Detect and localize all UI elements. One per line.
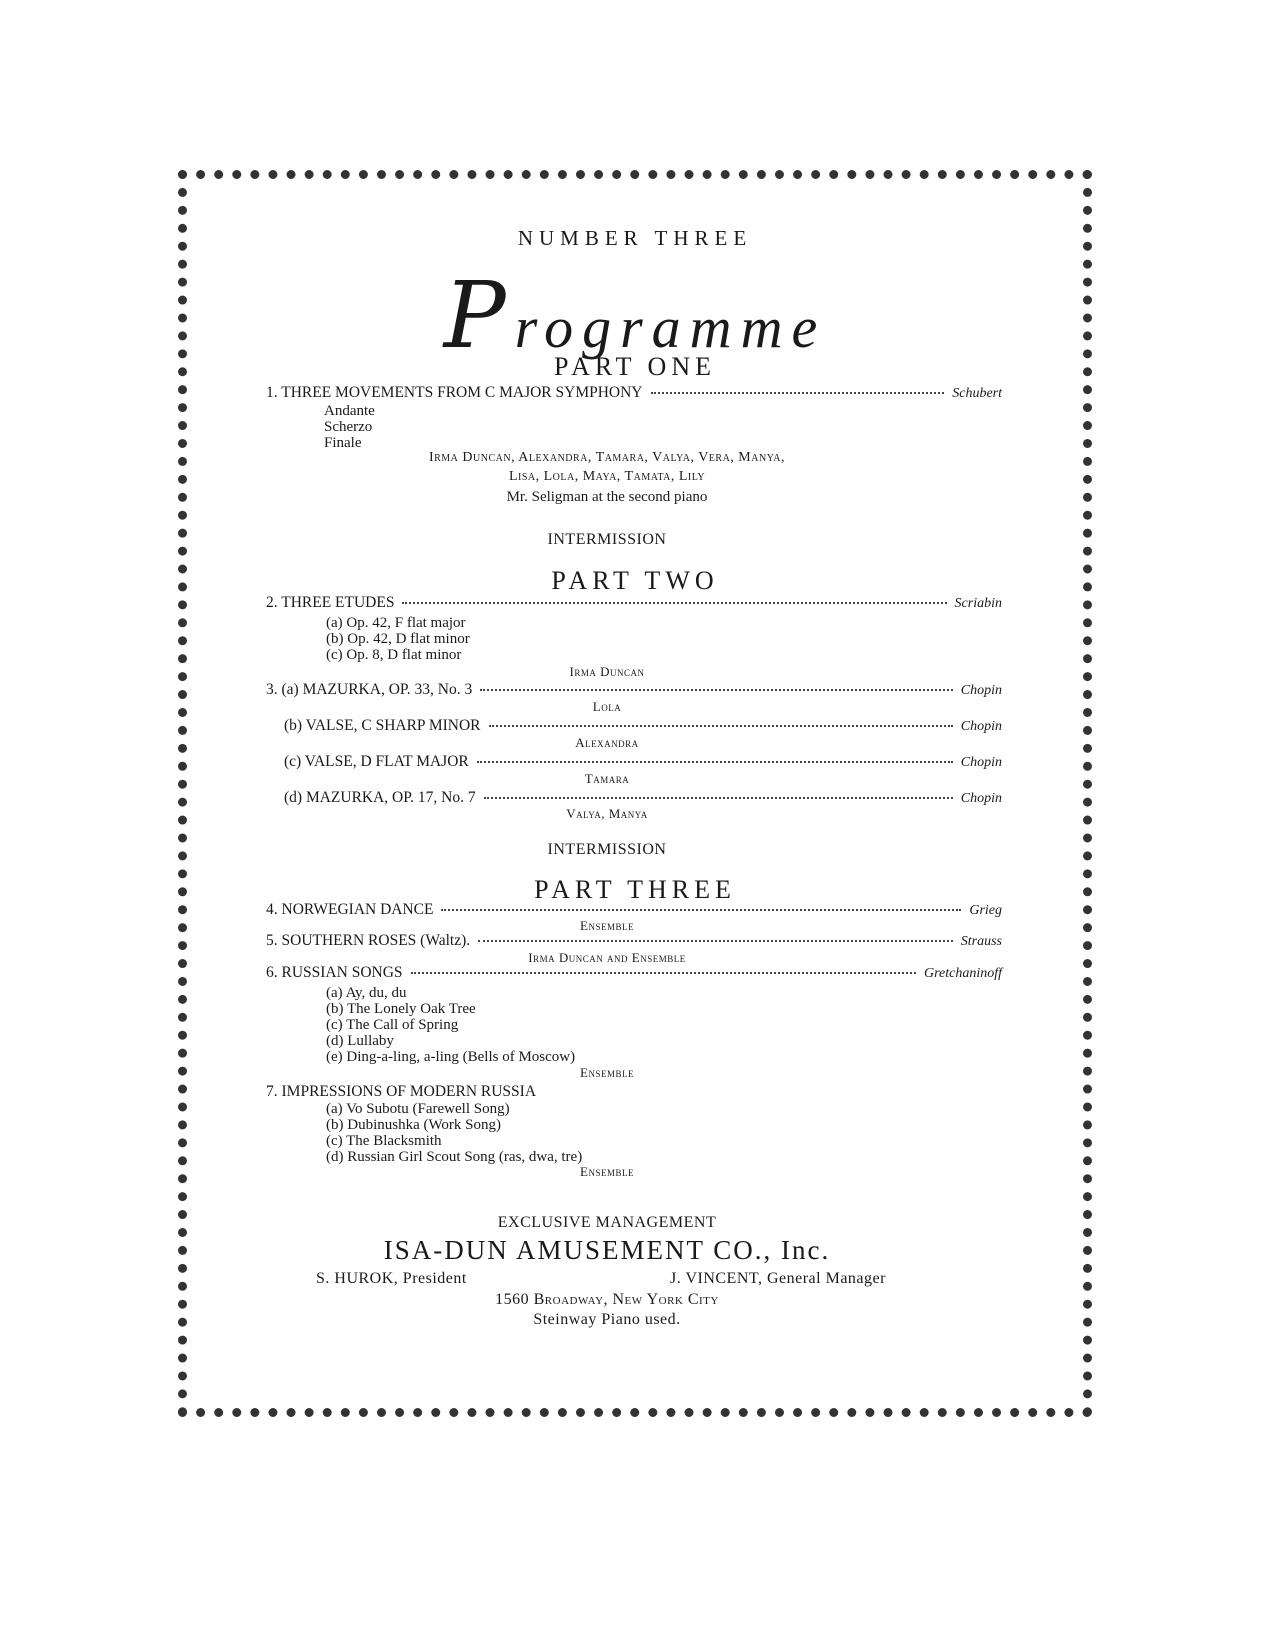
part-one-heading: PART ONE: [554, 352, 716, 381]
performer: Alexandra: [575, 735, 639, 750]
song: (c) The Call of Spring: [326, 1017, 459, 1033]
address: 1560 Broadway, New York City: [495, 1291, 719, 1308]
performer: Irma Duncan and Ensemble: [528, 950, 686, 965]
programme-item-3c: [284, 753, 1002, 771]
intermission: INTERMISSION: [547, 531, 667, 548]
programme-item-5: [266, 932, 1002, 950]
leader-dots: [484, 797, 953, 799]
movement: Scherzo: [324, 419, 373, 435]
performer: Ensemble: [580, 918, 634, 933]
performers: Irma Duncan, Alexandra, Tamara, Valya, Vera, Manya,: [428, 450, 786, 465]
song: (b) Dubinushka (Work Song): [326, 1117, 502, 1133]
item-label: 7. IMPRESSIONS OF MODERN RUSSIA: [266, 1083, 537, 1100]
title-initial: P: [443, 262, 515, 369]
song: (a) Vo Subotu (Farewell Song): [326, 1101, 510, 1117]
programme-item-1: [266, 384, 1002, 402]
part-two-heading: PART TWO: [551, 566, 719, 595]
song: (d) Lullaby: [326, 1033, 394, 1049]
piece: (c) Op. 8, D flat minor: [326, 647, 462, 663]
item-label: (b) VALSE, C SHARP MINOR: [284, 717, 481, 734]
programme-item-3d: [284, 789, 1002, 807]
composer: Grieg: [969, 903, 1002, 918]
piece: (a) Op. 42, F flat major: [326, 615, 466, 631]
leader-dots: [480, 689, 953, 691]
leader-dots: [411, 972, 916, 974]
composer: Chopin: [960, 791, 1002, 806]
song: (b) The Lonely Oak Tree: [326, 1001, 476, 1017]
item-label: 4. NORWEGIAN DANCE: [266, 901, 434, 918]
piece: (b) Op. 42, D flat minor: [326, 631, 470, 647]
programme-item-2: [266, 594, 1002, 612]
leader-dots: [651, 392, 945, 394]
programme-item-7: [266, 1083, 1002, 1101]
leader-dots: [489, 725, 953, 727]
issue-number: NUMBER THREE: [517, 226, 753, 250]
management-heading: EXCLUSIVE MANAGEMENT: [497, 1214, 717, 1231]
part-three-heading: PART THREE: [534, 875, 736, 904]
composer: Scriabin: [954, 596, 1002, 611]
item-label: 1. THREE MOVEMENTS FROM C MAJOR SYMPHONY: [266, 384, 643, 401]
song: (a) Ay, du, du: [326, 985, 407, 1001]
performers: Lisa, Lola, Maya, Tamata, Lily: [508, 469, 706, 484]
leader-dots: [441, 909, 961, 911]
item-label: (c) VALSE, D FLAT MAJOR: [284, 753, 469, 770]
title-rest: rogramme: [514, 295, 827, 360]
song: (c) The Blacksmith: [326, 1133, 442, 1149]
movement: Finale: [324, 435, 362, 451]
general-manager: J. VINCENT, General Manager: [670, 1270, 886, 1287]
item-label: 6. RUSSIAN SONGS: [266, 964, 403, 981]
movement: Andante: [324, 403, 375, 419]
leader-dots: [477, 761, 953, 763]
programme-item-3a: [266, 681, 1002, 699]
item-label: 3. (a) MAZURKA, OP. 33, No. 3: [266, 681, 473, 698]
programme-item-6: [266, 964, 1002, 982]
item-label: 2. THREE ETUDES: [266, 594, 395, 611]
composer: Schubert: [952, 386, 1002, 401]
item-label: (d) MAZURKA, OP. 17, No. 7: [284, 789, 476, 806]
performer: Tamara: [584, 771, 630, 786]
song: (d) Russian Girl Scout Song (ras, dwa, tre): [326, 1149, 583, 1165]
performer: Irma Duncan: [569, 664, 645, 679]
composer: Chopin: [960, 755, 1002, 770]
leader-dots: [478, 940, 953, 942]
programme-item-4: [266, 901, 1002, 919]
composer: Chopin: [960, 719, 1002, 734]
composer: Gretchaninoff: [923, 966, 1002, 981]
composer: Chopin: [960, 683, 1002, 698]
composer: Strauss: [960, 934, 1002, 949]
piano-note: Steinway Piano used.: [533, 1311, 681, 1328]
performer-note: Mr. Seligman at the second piano: [506, 489, 708, 505]
song: (e) Ding-a-ling, a-ling (Bells of Moscow): [326, 1049, 576, 1065]
performer: Ensemble: [580, 1065, 634, 1080]
performer: Lola: [592, 699, 622, 714]
performer: Ensemble: [580, 1164, 634, 1179]
performer: Valya, Manya: [566, 806, 648, 821]
intermission: INTERMISSION: [547, 841, 667, 858]
programme-item-3b: [284, 717, 1002, 735]
company-name: ISA-DUN AMUSEMENT CO., Inc.: [383, 1235, 831, 1265]
item-label: 5. SOUTHERN ROSES (Waltz).: [266, 932, 471, 949]
leader-dots: [402, 602, 946, 604]
president: S. HUROK, President: [316, 1270, 467, 1287]
